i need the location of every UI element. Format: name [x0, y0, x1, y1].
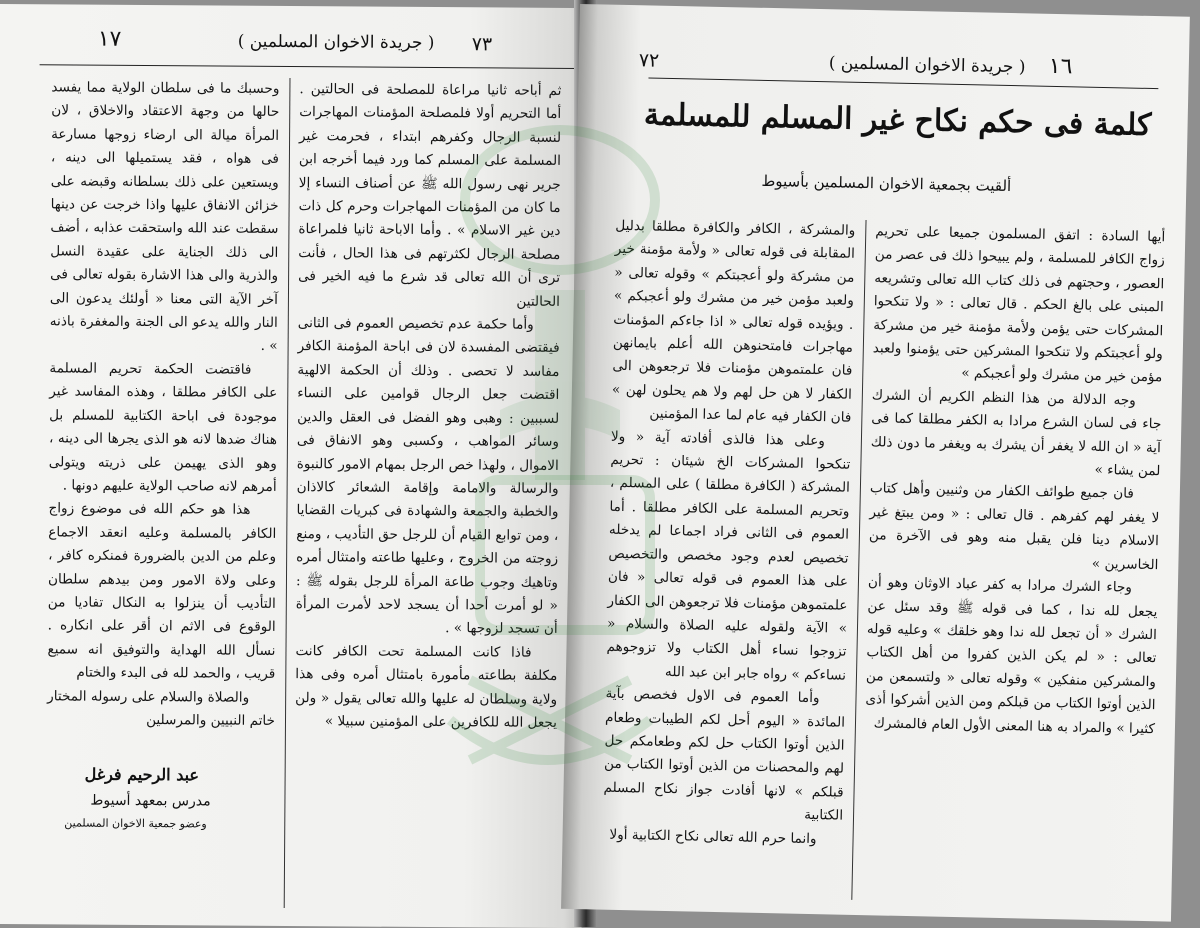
signature-title: مدرس بمعهد أسيوط: [90, 792, 211, 810]
paragraph: وأما العموم فى الاول فخصص بآية المائدة « اليوم أحل لكم الطيبات وطعام الذين أوتوا الكتاب حل لكم وطعامكم حل لهم والمحصنات من الذين أوتوا الكتاب من قبلكم » لانها أفادت جواز نكاح المسلم الكتابية: [603, 685, 846, 824]
paragraph: هذا هو حكم الله فى موضوع زواج الكافر بالمسلمة وعليه انعقد الاجماع وعلم من الدين بالضرورة فمنكره كافر ، وعلى ولاة الامور ومن بيدهم سلطان التأديب أن ينزلوا به النكال تفاديا من الوقوع فى الاثم ان أقر على انكاره . نسأل الله الهداية والتوفيق انه سميع قريب ، والحمد لله فى البدء والختام: [47, 500, 277, 683]
signature-affiliation: وعضو جمعية الاخوان المسلمين: [64, 816, 207, 831]
paragraph: فاذا كانت المسلمة تحت الكافر كانت مكلفة بطاعته مأمورة بامتثال أمره وفى هذا ولاية وسلطان له عليها والله تعالى يقول « ولن يجعل الله للكافرين على المؤمنين سبيلا »: [295, 642, 558, 731]
paragraph: وجاء الشرك مرادا به كفر عباد الاوثان وهو أن يجعل لله ندا ، كما فى قوله ﷺ وقد سئل عن الشرك « أن تجعل لله ندا وهو خلقك » وعليه قوله تعالى : « لم يكن الذين كفروا من أهل الكتاب والمشركين منفكين » وقوله تعالى « ولتسمعن من الذين أوتوا الكتاب من قبلكم ومن الذين أشركوا أذى كثيرا » والمراد به هنا المعنى الأول العام فالمشرك: [865, 574, 1158, 737]
right-page-number: ١٦: [1048, 53, 1073, 80]
left-header-rule: [40, 64, 578, 69]
left-page: [0, 4, 588, 928]
article-subtitle: ألقيت بجمعية الاخوان المسلمين بأسيوط: [761, 171, 1012, 196]
paragraph: فاقتضت الحكمة تحريم المسلمة على الكافر مطلقا ، وهذه المفاسد غير موجودة فى اباحة الكتابية للمسلم بل هناك ضدها لانه هو الذى يجرها الى دينه ، وهو الذى يهيمن على ذريته ويتولى أمرهم لانه صاحب الولاية عليهم دونها .: [48, 360, 278, 495]
paragraph: ثم أباحه ثانيا مراعاة للمصلحة فى الحالتين . أما التحريم أولا فلمصلحة المؤمنات المهاجرات لنسبة الرجال وكفرهم ابتداء ، فحرمت غير المسلمة على المسلم كما ورد فيما أخرجه ابن جرير نهى رسول الله ﷺ عن أصناف النساء إلا ما كان من المؤمنات المهاجرات وحرم كل ذات دين غير الاسلام » . وأما الاباحة ثانيا فلمراعاة مصلحة الرجال لكثرتهم فى هذا الحال ، فأنت ترى أن الله تعالى قد شرع ما فيه الخير فى الحالتين: [298, 81, 562, 310]
paragraph: وحسبك ما فى سلطان الولاية مما يفسد حالها من وجهة الاعتقاد والاخلاق ، لان المرأة ميالة الى ارضاء زوجها مسارعة فى هواه ، فقد يستميلها الى دينه ، ويستعين على ذلك بسلطانه وقبضه على خزائن الانفاق عليها واذا خرجت عن دينها سقطت عند الله واستحقت عذابه ، أضف الى ذلك الجناية على عقيدة النسل والذرية والى هذا الاشارة بقوله تعالى فى آخر الآية التى معنا « أولئك يدعون الى النار والله يدعو الى الجنة والمغفرة باذنه » .: [49, 79, 280, 355]
paragraph: وانما حرم الله تعالى نكاح الكتابية أولا: [609, 826, 817, 847]
column-rule: [284, 78, 291, 908]
left-page-column-left: [47, 76, 280, 729]
article-title: كلمة فى حكم نكاح غير المسلم للمسلمة: [643, 97, 1152, 143]
right-header-rule: [648, 77, 1158, 89]
left-page-number: ١٧: [97, 26, 122, 52]
paragraph: وأما حكمة عدم تخصيص العموم فى الثانى فيقتضى المفسدة لان فى اباحة المؤمنة الكافر مفاسد لا تحصى . وذلك أن الحكمة الالهية اقتضت جعل الرجال قوامين على النساء لسببين : وهبى وهو الفضل فى العقل والدين وسائر المواهب ، وكسبى وهو الانفاق فى الاموال ، ولهذا خص الرجل بمهام الامور كالنبوة والرسالة والامامة وإقامة الشعائر كالاذان والخطبة والجمعة والشهادة فى كبريات القضايا ، ومن توابع القيام أن للرجل حق التأديب ، ومنع زوجته من الخروج ، وعليها طاعته وامتثال أمره وتاهيك وجوب طاعة المرأة للرجل بقوله ﷺ : « لو أمرت أحدا أن يسجد لاحد لأمرت المرأة أن تسجد لزوجها » .: [295, 315, 560, 638]
left-page-running-number: ٧٣: [471, 33, 493, 56]
paragraph: والصلاة والسلام على رسوله المختار خاتم النبيين والمرسلين: [47, 687, 276, 729]
paragraph: فان جميع طوائف الكفار من وثنيين وأهل كتاب لا يغفر لهم كفرهم . قال تعالى : « ومن يبتغ غير الاسلام دينا فلن يقبل منه وهو فى الآخرة من الخاسرين »: [868, 480, 1160, 573]
left-page-column-right: [294, 78, 562, 920]
left-page-header-title: ( جريدة الاخوان المسلمين ): [237, 31, 435, 54]
right-page-header-title: ( جريدة الاخوان المسلمين ): [828, 53, 1026, 78]
paragraph: والمشركة ، الكافر والكافرة مطلقا بدليل المقابلة فى قوله تعالى « ولأمة مؤمنة خير من مشركة ولو أعجبتكم » وقوله تعالى « ولعبد مؤمن خير من مشرك ولو أعجبكم » . ويؤيده قوله تعالى « اذا جاءكم المؤمنات مهاجرات فامتحنوهن الله أعلم بايمانهن فان علمتموهن مؤمنات فلا ترجعوهن الى الكفار لا هن حل لهم ولا هم يحلون لهن » فان الكفار فيه عام لما عدا المؤمنين: [611, 217, 856, 427]
signature-name: عبد الرحيم فرغل: [84, 764, 200, 785]
right-page-column-left: [601, 215, 855, 905]
paragraph: وعلى هذا فالذى أفادته آية « ولا تنكحوا المشركات الخ شيئان : تحريم المشركة ( الكافرة مطلقا ) على المسلم ، وتحريم المسلمة على الكافر مطلقا . أما العموم فى الثانى فراد اجماعا لم يدخله تخصيص لعدم وجود مخصص والتخصيص على هذا العموم فى قوله تعالى « فان علمتموهن مؤمنات فلا ترجعوهن الى الكفار » الآية ولقوله عليه الصلاة والسلام « تزوجوا نساء أهل الكتاب ولا تزوجوهم نساءكم » رواه جابر ابن عبد الله: [606, 428, 851, 684]
right-page: [561, 4, 1190, 922]
right-page-running-number: ٧٢: [638, 49, 660, 72]
paragraph: وجه الدلالة من هذا النظم الكريم أن الشرك جاء فى لسان الشرع مرادا به الكفر مطلقا كما فى آية « ان الله لا يغفر أن يشرك به ويغفر ما دون ذلك لمن يشاء »: [870, 387, 1162, 480]
paragraph: أيها السادة : اتفق المسلمون جميعا على تحريم زواج الكافر للمسلمة ، ولم يبيحوا ذلك فى عصر من العصور ، وحجتهم فى ذلك كتاب الله تعالى وتشريعه المبنى على بالغ الحكم . قال تعالى : « ولا تنكحوا المشركات حتى يؤمن ولأمة مؤمنة خير من مشركة ولو أعجبتكم ولا تنكحوا المشركين حتى يؤمنوا ولعبد مؤمن خير من مشرك ولو أعجبكم »: [872, 223, 1166, 386]
right-page-column-right: [861, 220, 1165, 911]
